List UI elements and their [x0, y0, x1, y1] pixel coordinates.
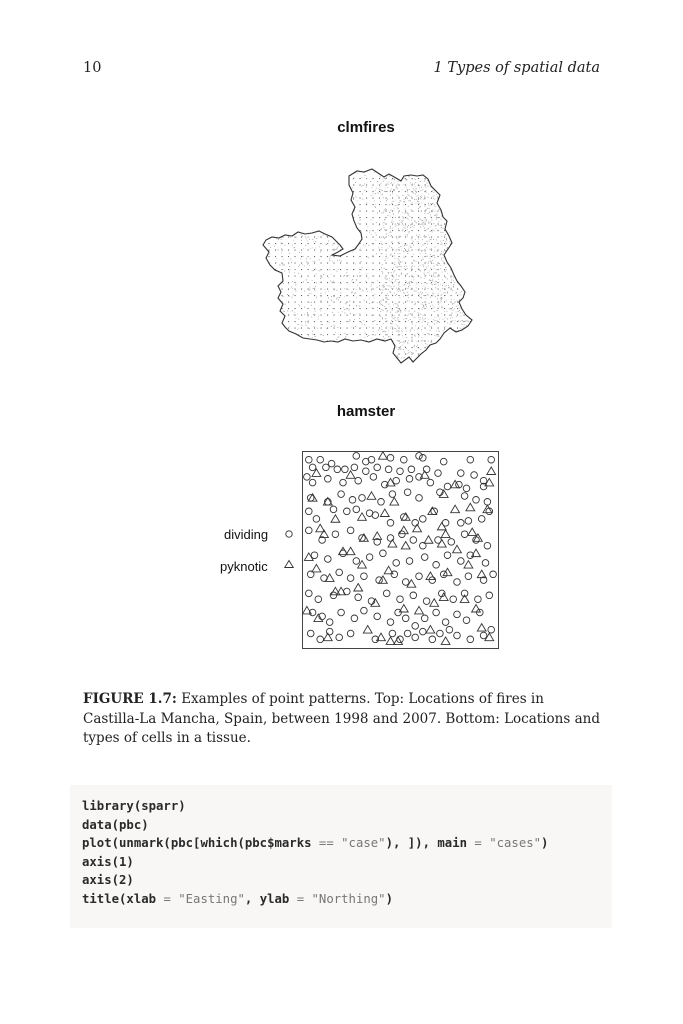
dividing-cell-point — [307, 630, 314, 637]
dividing-cell-point — [463, 617, 470, 624]
hamster-plot-title: hamster — [336, 403, 396, 420]
code-block[interactable] — [70, 785, 612, 928]
dividing-cell-point — [399, 531, 406, 538]
dividing-cell-point — [344, 508, 351, 515]
code-listing — [70, 785, 612, 909]
dividing-cell-point — [349, 497, 356, 504]
pyknotic-cell-point — [443, 568, 452, 576]
dividing-cell-point — [421, 554, 428, 561]
code-line: axis(1) — [82, 854, 134, 869]
pyknotic-cell-point — [415, 606, 424, 614]
dividing-cell-point — [488, 626, 495, 633]
dividing-cell-point — [465, 573, 472, 580]
dividing-cell-point — [347, 575, 354, 582]
pyknotic-cell-point — [354, 584, 363, 592]
dividing-cell-point — [421, 615, 428, 622]
pyknotic-cell-point — [331, 515, 340, 523]
dividing-cell-point — [444, 483, 451, 490]
dividing-cell-point — [406, 558, 413, 565]
pyknotic-cell-point — [426, 626, 435, 634]
dividing-cell-point — [410, 592, 417, 599]
dividing-cell-point — [401, 456, 408, 463]
dividing-cell-point — [416, 573, 423, 580]
pyknotic-cell-point — [472, 605, 481, 613]
dividing-cell-point — [389, 491, 396, 498]
dividing-cell-point — [387, 455, 394, 462]
dividing-cell-point — [437, 630, 444, 637]
dividing-cell-point — [412, 634, 419, 641]
dividing-cell-point — [336, 569, 343, 576]
dividing-cell-point — [340, 479, 347, 486]
dividing-cell-point — [412, 623, 419, 630]
dividing-cell-point — [393, 477, 400, 484]
dividing-cell-point — [393, 560, 400, 567]
dividing-cell-point — [338, 491, 345, 498]
pyknotic-cell-point — [460, 595, 469, 603]
pyknotic-cell-point — [477, 624, 486, 632]
dividing-cell-point — [488, 456, 495, 463]
dividing-cell-point — [467, 636, 474, 643]
dividing-cell-point — [361, 607, 368, 614]
dividing-cell-point — [306, 508, 313, 515]
dividing-cell-point — [458, 470, 465, 477]
pyknotic-cell-point — [401, 541, 410, 549]
code-line: data(pbc) — [82, 817, 149, 832]
pyknotic-cell-point — [394, 637, 403, 645]
hamster-points — [303, 452, 497, 645]
pyknotic-cell-point — [380, 509, 389, 517]
dividing-cell-point — [330, 592, 337, 599]
dividing-cell-point — [402, 579, 409, 586]
pyknotic-cell-point — [439, 490, 448, 498]
pyknotic-cell-point — [426, 572, 435, 580]
dividing-cell-point — [444, 552, 451, 559]
dividing-cell-point — [378, 499, 385, 506]
code-line: library(sparr) — [82, 799, 186, 813]
dividing-cell-point — [397, 596, 404, 603]
dividing-cell-point — [351, 615, 358, 622]
dividing-cell-point — [347, 527, 354, 534]
dividing-cell-point — [475, 596, 482, 603]
pyknotic-cell-point — [379, 452, 388, 460]
hamster-plot — [285, 452, 499, 649]
dividing-cell-point — [306, 590, 313, 597]
dividing-cell-point — [454, 632, 461, 639]
dividing-cell-point — [363, 468, 370, 475]
dividing-cell-point — [408, 466, 415, 473]
dividing-cell-point — [304, 474, 311, 481]
pyknotic-cell-point — [424, 536, 433, 544]
legend-label-dividing: dividing — [224, 527, 269, 542]
pyknotic-cell-point — [358, 561, 367, 569]
dividing-cell-point — [325, 556, 332, 563]
dividing-cell-point — [306, 456, 313, 463]
dividing-cell-point — [326, 619, 333, 626]
dividing-cell-point — [387, 619, 394, 626]
dividing-cell-point — [480, 632, 487, 639]
dividing-cell-point — [446, 626, 453, 633]
dividing-cell-point — [454, 579, 461, 586]
pyknotic-cell-point — [314, 614, 323, 622]
page-number: 10 — [83, 60, 102, 76]
dividing-cell-point — [336, 634, 343, 641]
dividing-cell-point — [420, 516, 427, 523]
dividing-cell-point — [433, 562, 440, 569]
dividing-cell-point — [374, 613, 381, 620]
pyknotic-cell-point — [367, 492, 376, 500]
pyknotic-cell-point — [363, 626, 372, 634]
pyknotic-cell-point — [477, 570, 486, 578]
dividing-cell-point — [482, 560, 489, 567]
caption-text: Examples of point patterns. Top: Locations of fires in Castilla-La Mancha, Spain, between 1998 and 2007. Bottom: Locations and types of cells in a tissue. — [83, 691, 600, 746]
dividing-cell-point — [323, 464, 330, 471]
dividing-cell-point — [486, 592, 493, 599]
dividing-cell-point — [342, 466, 349, 473]
dividing-cell-point — [429, 577, 436, 584]
dividing-cell-point — [454, 611, 461, 618]
code-line: title(xlab = "Easting", ylab = "Northing") — [82, 891, 393, 906]
dividing-cell-point — [311, 552, 318, 559]
dividing-cell-point — [410, 537, 417, 544]
legend-triangle-icon — [285, 561, 294, 568]
code-line: axis(2) — [82, 873, 134, 888]
legend-label-pyknotic: pyknotic — [220, 559, 268, 574]
dividing-cell-point — [368, 456, 375, 463]
dividing-cell-point — [467, 456, 474, 463]
dividing-cell-point — [306, 527, 313, 534]
dividing-cell-point — [442, 619, 449, 626]
dividing-cell-point — [383, 590, 390, 597]
dividing-cell-point — [429, 636, 436, 643]
figure-caption — [83, 690, 603, 749]
caption-label: FIGURE 1.7: — [83, 691, 177, 707]
dividing-cell-point — [406, 476, 413, 483]
pyknotic-cell-point — [399, 526, 408, 534]
dividing-cell-point — [473, 497, 480, 504]
dividing-cell-point — [361, 573, 368, 580]
dividing-cell-point — [484, 542, 491, 549]
dividing-cell-point — [420, 628, 427, 635]
dividing-cell-point — [309, 479, 316, 486]
code-line: plot(unmark(pbc[which(pbc$marks == "case"), ]), main = "cases") — [82, 836, 549, 851]
dividing-cell-point — [355, 594, 362, 601]
dividing-cell-point — [450, 596, 457, 603]
dividing-cell-point — [334, 466, 341, 473]
pyknotic-cell-point — [464, 561, 473, 569]
pyknotic-cell-point — [390, 498, 399, 506]
pyknotic-cell-point — [468, 528, 477, 536]
dividing-cell-point — [313, 516, 320, 523]
pyknotic-cell-point — [441, 637, 450, 645]
dividing-cell-point — [370, 474, 377, 481]
pyknotic-cell-point — [453, 545, 462, 553]
dividing-cell-point — [448, 539, 455, 546]
dividing-cell-point — [435, 470, 442, 477]
dividing-cell-point — [353, 558, 360, 565]
pyknotic-cell-point — [386, 637, 395, 645]
dividing-cell-point — [347, 630, 354, 637]
dividing-cell-point — [332, 531, 339, 538]
dividing-cell-point — [353, 453, 360, 460]
dividing-cell-point — [471, 472, 478, 479]
pyknotic-cell-point — [346, 547, 355, 555]
dividing-cell-point — [404, 630, 411, 637]
dividing-cell-point — [427, 479, 434, 486]
dividing-cell-point — [359, 495, 366, 502]
dividing-cell-point — [317, 636, 324, 643]
dividing-cell-point — [458, 558, 465, 565]
dividing-cell-point — [389, 630, 396, 637]
dividing-cell-point — [461, 531, 468, 538]
dividing-cell-point — [387, 520, 394, 527]
dividing-cell-point — [416, 495, 423, 502]
dividing-cell-point — [351, 464, 358, 471]
dividing-cell-point — [478, 516, 485, 523]
dividing-cell-point — [465, 518, 472, 525]
dividing-cell-point — [372, 512, 379, 519]
clmfires-plot-title: clmfires — [337, 119, 395, 136]
dividing-cell-point — [461, 493, 468, 500]
dividing-cell-point — [416, 453, 423, 460]
pyknotic-cell-point — [430, 599, 439, 607]
dividing-cell-point — [380, 550, 387, 557]
dividing-cell-point — [423, 598, 430, 605]
pyknotic-cell-point — [441, 530, 450, 538]
dividing-cell-point — [484, 499, 491, 506]
dividing-cell-point — [317, 456, 324, 463]
dividing-cell-point — [440, 458, 447, 465]
dividing-cell-point — [366, 554, 373, 561]
pyknotic-cell-point — [466, 503, 475, 511]
legend-circle-icon — [286, 531, 292, 537]
dividing-cell-point — [490, 571, 497, 578]
pyknotic-cell-point — [487, 467, 496, 475]
dividing-cell-point — [420, 455, 427, 462]
dividing-cell-point — [330, 506, 337, 513]
dividing-cell-point — [458, 520, 465, 527]
dividing-cell-point — [355, 477, 362, 484]
dividing-cell-point — [385, 466, 392, 473]
pyknotic-cell-point — [451, 505, 460, 513]
dividing-cell-point — [315, 596, 322, 603]
dividing-cell-point — [338, 609, 345, 616]
dividing-cell-point — [353, 506, 360, 513]
running-title: 1 Types of spatial data — [433, 60, 600, 76]
dividing-cell-point — [402, 615, 409, 622]
pyknotic-cell-point — [312, 469, 321, 477]
dividing-cell-point — [463, 485, 470, 492]
dividing-cell-point — [397, 468, 404, 475]
pyknotic-cell-point — [312, 564, 321, 572]
pyknotic-cell-point — [371, 599, 380, 607]
pyknotic-cell-point — [358, 513, 367, 521]
clmfires-map — [262, 168, 475, 365]
dividing-cell-point — [374, 464, 381, 471]
dividing-cell-point — [309, 464, 316, 471]
dividing-cell-point — [433, 609, 440, 616]
dividing-cell-point — [404, 489, 411, 496]
dividing-cell-point — [325, 476, 332, 483]
